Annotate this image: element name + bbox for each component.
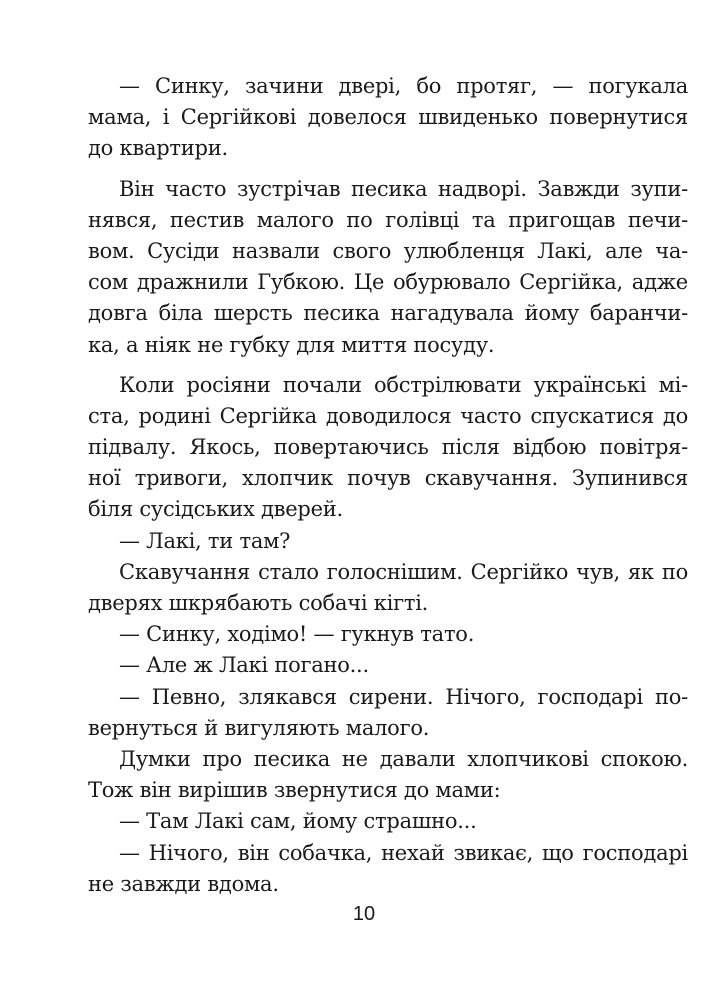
text-line: вернуться й вигуляють малого. [88,715,430,740]
text-line: дверях шкрябають собачі кігті. [88,591,429,615]
text-line: — Нічого, він собачка, нехай звикає, що господарі [119,840,688,865]
text-line: вом. Сусіди назвали свого улюбленця Лакі, але ча- [88,238,688,263]
text-line: ної тривоги, хлопчик почув скавучання. Зупинився [88,466,688,491]
text-line: — Синку, ходімо! — гукнув тато. [119,622,475,647]
text-line: нявся, пестив малого по голівці та пригощав печи- [88,207,688,232]
page-number: 10 [352,903,376,925]
text-line: Коли росіяни почали обстрілювати українські мі- [119,372,688,397]
text-line: Думки про песика не давали хлопчикові спокою. [119,746,688,771]
text-line: Тож він вирішив звернутися до мами: [88,778,501,803]
text-line: біля сусідських дверей. [88,497,343,522]
text-line: Скавучання стало голоснішим. Сергійко чув, як по [119,559,688,584]
text-line: ка, а ніяк не губку для миття посуду. [88,332,495,357]
text-line: — Але ж Лакі погано... [119,653,369,678]
text-line: Він часто зустрічав песика надворі. Завжди зупи- [119,176,688,201]
text-line: — Там Лакі сам, йому страшно... [119,809,477,834]
text-line: мама, і Сергійкові довелося швиденько повернутися [88,105,688,130]
text-line: підвалу. Якось, повертаючись після відбою повітря- [88,435,688,460]
text-line: не завжди вдома. [88,871,279,896]
page-text [88,71,688,900]
text-line: — Певно, злякався сирени. Нічого, господарі по- [119,684,688,709]
text-line: довга біла шерсть песика нагадувала йому баранчи- [88,301,688,326]
text-line: — Лакі, ти там? [119,528,291,553]
text-line: ста, родині Сергійка доводилося часто спускатися до [88,403,688,428]
text-line: до квартири. [88,136,228,161]
text-line: — Синку, зачини двері, бо протяг, — погукала [119,74,688,98]
text-line: сом дражнили Губкою. Це обурювало Сергійка, адже [88,270,688,295]
